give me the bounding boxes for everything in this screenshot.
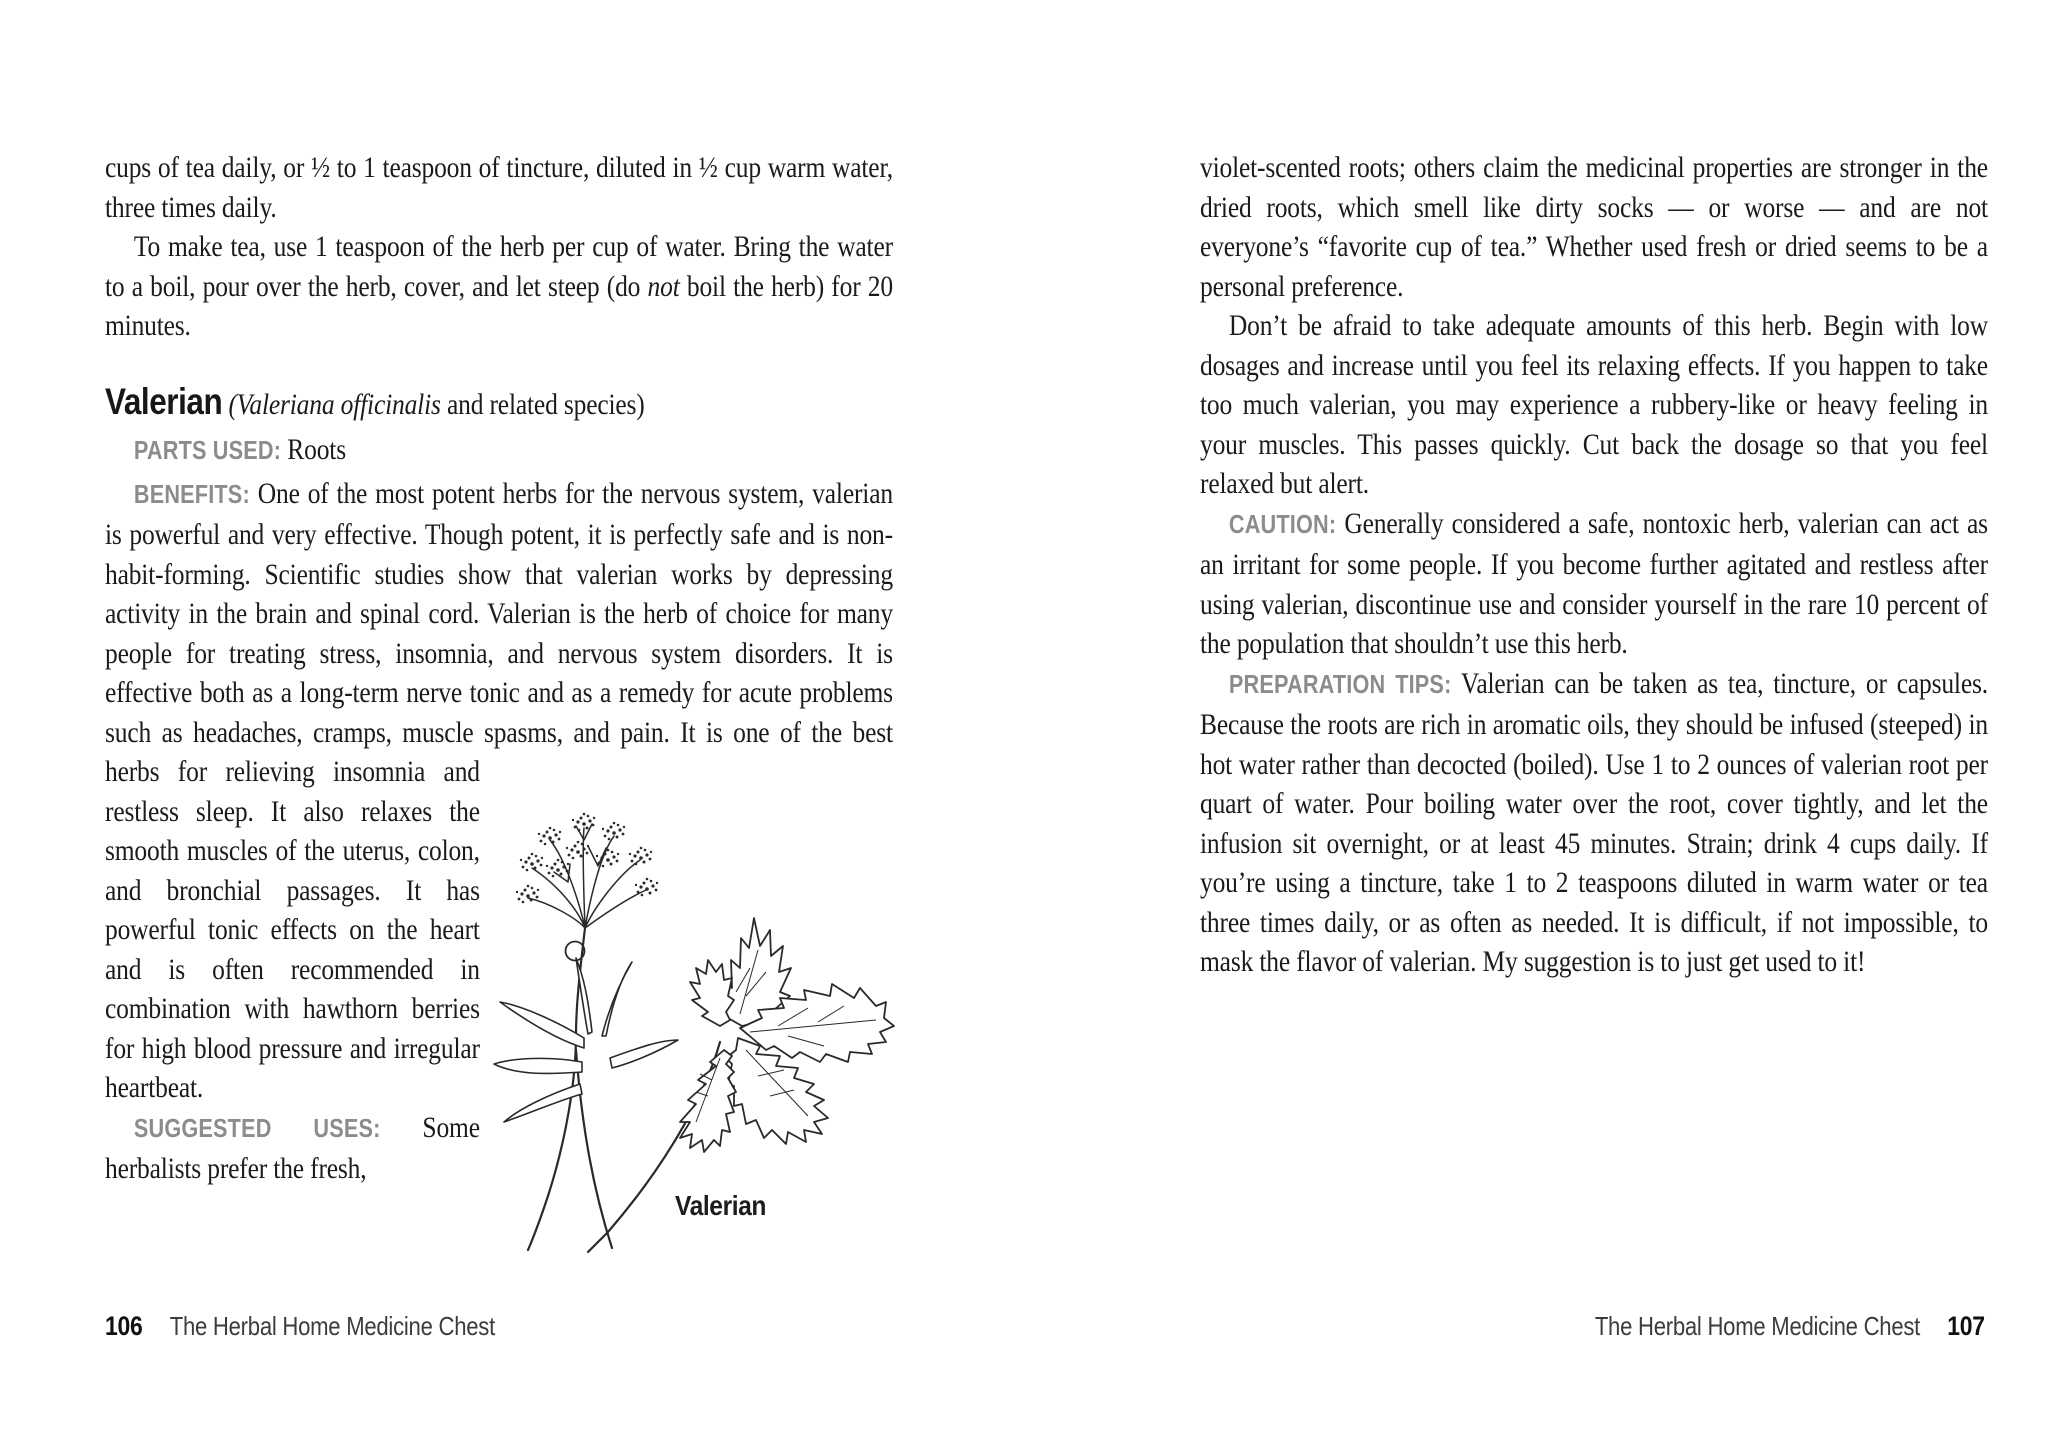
caution-label: CAUTION:	[1228, 510, 1337, 539]
continuation-paragraph: cups of tea daily, or ½ to 1 teaspoon of tincture, diluted in ½ cup warm water, three times daily.	[105, 151, 893, 224]
figure-valerian	[488, 800, 898, 1255]
page-number-left: 106	[105, 1311, 143, 1341]
running-title-right: The Herbal Home Medicine Chest	[1595, 1311, 1921, 1341]
dosage-paragraph: Don’t be afraid to take adequate amounts of this herb. Begin with low dosages and increase until you feel its relaxing effects. If you happen to take too much valerian, you may experience a rubbery-like or heavy feeling in your muscles. This passes quickly. Cut back the dosage so that you feel relaxed but alert.	[1200, 309, 1988, 500]
preparation-tips-paragraph	[1200, 664, 1988, 982]
page-number-right: 107	[1947, 1311, 1985, 1341]
herb-botanical-name: (Valeriana officinalis	[228, 387, 441, 421]
figure-caption: Valerian	[675, 1190, 766, 1221]
parts-used-value: Roots	[287, 432, 346, 466]
benefits-text-before: One of the most potent herbs for the nervous system, valerian is powerful and very effective. Though potent, it is perfectly safe and is non-habit-forming. Scientific studies show that valerian works by depressing activity in the brain and spinal cord. Valerian is the herb of choice for many people for treating stress, insomnia, and nervous system disorders. It is effective both as a long-term nerve tonic and as a remedy for acute problems such as headaches, cramps, muscle spasms, and pain. It is one of the best herbs for relieving insomnia and	[105, 476, 893, 788]
right-page	[1200, 148, 1988, 982]
tea-text-before: To make tea, use 1 teaspoon of the herb per cup of water. Bring the water to a boil, pour over the herb, cover, and let steep (do	[105, 230, 893, 303]
caution-paragraph	[1200, 504, 1988, 664]
tea-instructions-paragraph	[105, 227, 893, 346]
valerian-illustration	[488, 800, 898, 1255]
suggested-uses-text: Some herbalists prefer the fresh,	[105, 1110, 480, 1185]
herb-common-name: Valerian	[105, 380, 223, 422]
tea-text-after: boil the herb) for 20 minutes.	[105, 269, 893, 342]
parts-used-label: PARTS USED:	[133, 436, 282, 465]
tea-text-emphasis: not	[647, 269, 680, 303]
caution-text: Generally considered a safe, nontoxic herb, valerian can act as an irritant for some people. If you become further agitated and restless after using valerian, discontinue use and consider yourself in the rare 10 percent of the population that shouldn’t use this herb.	[1200, 506, 1988, 660]
benefits-label: BENEFITS:	[133, 480, 250, 509]
footer-right	[1595, 1311, 1985, 1342]
footer-left	[105, 1311, 495, 1342]
benefits-text-after: restless sleep. It also relaxes the smooth muscles of the uterus, colon, and bronchial passages. It has powerful tonic effects on the heart and is often recommended in combination with hawthorn berries for high blood pressure and irregular heartbeat.	[105, 794, 480, 1104]
preparation-tips-text: Valerian can be taken as tea, tincture, or capsules. Because the roots are rich in aromatic oils, they should be infused (steeped) in hot water rather than decocted (boiled). Use 1 to 2 ounces of valerian root per quart of water. Pour boiling water over the root, cover tightly, and let the infusion sit overnight, or at least 45 minutes. Strain; drink 4 cups daily. If you’re using a tincture, take 1 to 2 teaspoons diluted in warm water or tea three times daily, or as often as needed. It is difficult, if not impossible, to mask the flavor of valerian. My suggestion is to just get used to it!	[1200, 666, 1988, 978]
running-title-left: The Herbal Home Medicine Chest	[169, 1311, 495, 1341]
entry-heading	[105, 379, 893, 427]
heading-suffix: and related species)	[440, 387, 645, 421]
continuation-paragraph: violet-scented roots; others claim the medicinal properties are stronger in the dried roots, which smell like dirty socks — or worse — and are not everyone’s “favorite cup of tea.” Whether used fresh or dried seems to be a personal preference.	[1200, 151, 1988, 303]
preparation-tips-label: PREPARATION TIPS:	[1228, 670, 1452, 699]
suggested-uses-label: SUGGESTED USES:	[133, 1114, 381, 1143]
parts-used-line	[105, 427, 893, 474]
